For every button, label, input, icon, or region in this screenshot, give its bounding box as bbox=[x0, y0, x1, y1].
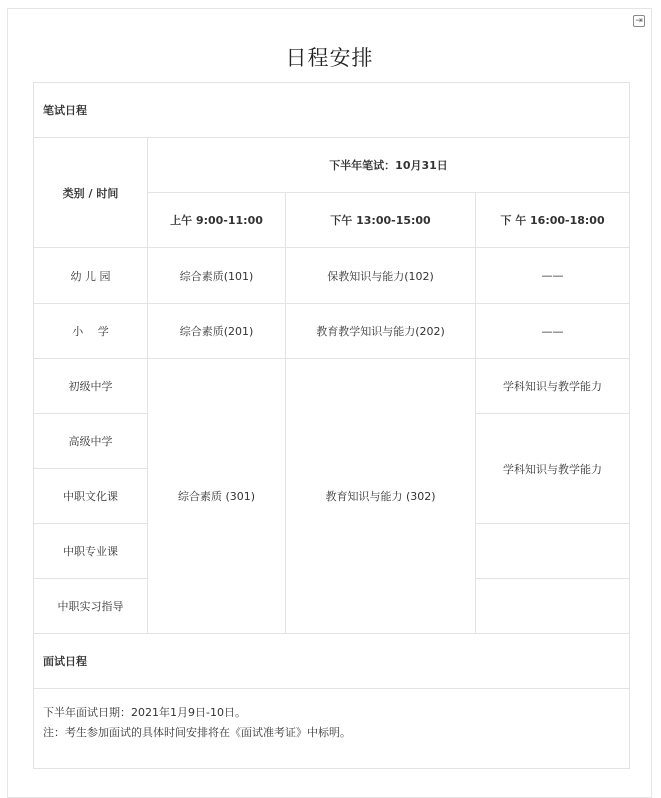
interview-notes-row bbox=[34, 689, 630, 769]
category-cell: 幼 儿 园 bbox=[34, 248, 148, 304]
table-row bbox=[34, 248, 630, 304]
subject-cell: 学科知识与教学能力 bbox=[476, 359, 630, 414]
subject-cell: 综合素质(201) bbox=[148, 304, 286, 359]
subject-cell: 保教知识与能力(102) bbox=[286, 248, 476, 304]
slot-morning-header: 上午 9:00-11:00 bbox=[148, 193, 286, 248]
table-row bbox=[34, 304, 630, 359]
category-cell: 中职文化课 bbox=[34, 469, 148, 524]
document-page bbox=[7, 8, 652, 798]
subject-cell: 教育教学知识与能力(202) bbox=[286, 304, 476, 359]
subject-cell: —— bbox=[476, 304, 630, 359]
written-section-row bbox=[34, 83, 630, 138]
merged-evening-cell: 学科知识与教学能力 bbox=[476, 414, 630, 524]
empty-cell bbox=[476, 524, 630, 579]
slot-evening-header: 下 午 16:00-18:00 bbox=[476, 193, 630, 248]
merged-afternoon-cell: 教育知识与能力 (302) bbox=[286, 359, 476, 634]
interview-date-line: 下半年面试日期：2021年1月9日-10日。 bbox=[43, 706, 246, 719]
category-cell: 高级中学 bbox=[34, 414, 148, 469]
category-cell: 小 学 bbox=[34, 304, 148, 359]
category-cell: 中职专业课 bbox=[34, 524, 148, 579]
header-row-1 bbox=[34, 138, 630, 193]
written-section-label: 笔试日程 bbox=[34, 83, 630, 138]
merged-morning-cell: 综合素质 (301) bbox=[148, 359, 286, 634]
table-row bbox=[34, 359, 630, 414]
empty-cell bbox=[476, 579, 630, 634]
interview-section-row bbox=[34, 634, 630, 689]
slot-afternoon-header: 下午 13:00-15:00 bbox=[286, 193, 476, 248]
category-cell: 中职实习指导 bbox=[34, 579, 148, 634]
subject-cell: —— bbox=[476, 248, 630, 304]
interview-section-label: 面试日程 bbox=[34, 634, 630, 689]
page-title: 日程安排 bbox=[285, 46, 374, 70]
category-time-header: 类别 / 时间 bbox=[34, 138, 148, 248]
interview-notes bbox=[34, 689, 630, 769]
exit-icon[interactable]: ⇥ bbox=[633, 15, 645, 27]
schedule-table bbox=[33, 82, 630, 769]
category-cell: 初级中学 bbox=[34, 359, 148, 414]
interview-note-line: 注：考生参加面试的具体时间安排将在《面试准考证》中标明。 bbox=[43, 726, 351, 739]
subject-cell: 综合素质(101) bbox=[148, 248, 286, 304]
session-header: 下半年笔试：10月31日 bbox=[148, 138, 630, 193]
